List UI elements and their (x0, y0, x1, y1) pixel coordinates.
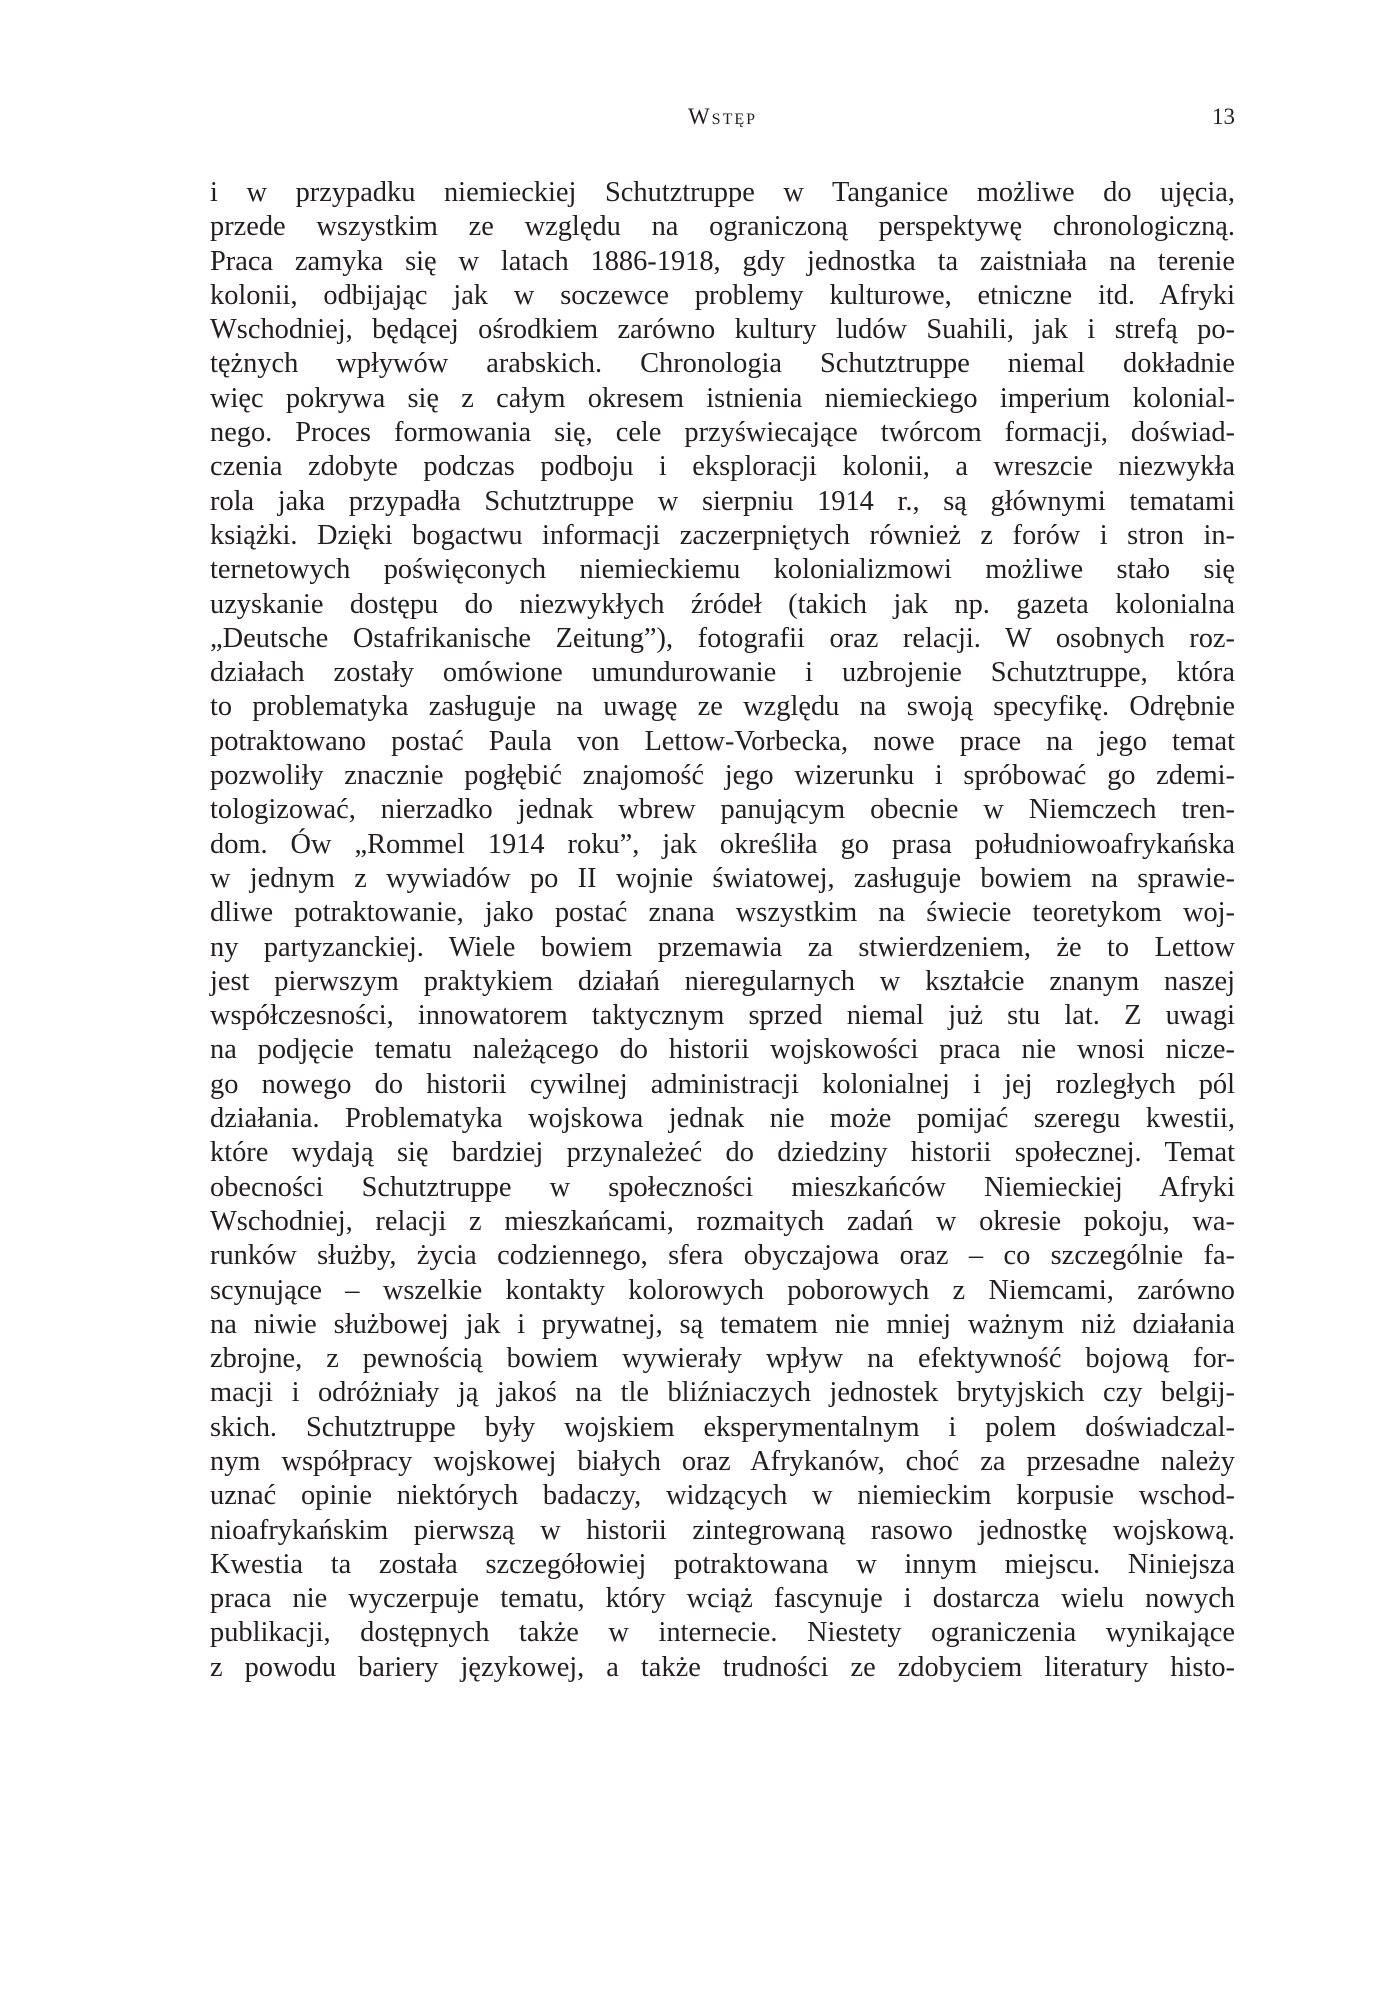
page-number: 13 (1212, 104, 1235, 129)
text-line: tologizować, nierzadko jednak wbrew panującym obecnie w Niemczech tren- (210, 794, 1235, 826)
text-line: nym współpracy wojskowej białych oraz Afrykanów, choć za przesadne należy (210, 1445, 1235, 1477)
text-line: przede wszystkim ze względu na ograniczoną perspektywę chronologiczną. (210, 211, 1235, 243)
text-line: potraktowano postać Paula von Lettow-Vorbecka, nowe prace na jego temat (210, 725, 1235, 757)
text-line: runków służby, życia codziennego, sfera obyczajowa oraz – co szczególnie fa- (210, 1240, 1235, 1272)
running-header (210, 104, 1235, 144)
text-line: z powodu bariery językowej, a także trudności ze zdobyciem literatury histo- (210, 1651, 1235, 1683)
text-line: na podjęcie tematu należącego do historii wojskowości praca nie wnosi nicze- (210, 1034, 1235, 1066)
text-line: rola jaka przypadła Schutztruppe w sierpniu 1914 r., są głównymi tematami (210, 485, 1235, 517)
text-line: Wschodniej, relacji z mieszkańcami, rozmaitych zadań w okresie pokoju, wa- (210, 1205, 1235, 1237)
text-line: go nowego do historii cywilnej administracji kolonialnej i jej rozległych pól (210, 1068, 1235, 1100)
text-line: książki. Dzięki bogactwu informacji zaczerpniętych również z forów i stron in- (210, 519, 1235, 551)
text-line: działania. Problematyka wojskowa jednak nie może pomijać szeregu kwestii, (210, 1103, 1235, 1135)
text-line: nioafrykańskim pierwszą w historii zintegrowaną rasowo jednostkę wojskową. (210, 1514, 1235, 1546)
text-line: zbrojne, z pewnością bowiem wywierały wpływ na efektywność bojową for- (210, 1343, 1235, 1375)
text-line: Wschodniej, będącej ośrodkiem zarówno kultury ludów Suahili, jak i strefą po- (210, 314, 1235, 346)
text-line: jest pierwszym praktykiem działań nieregularnych w kształcie znanym naszej (210, 965, 1235, 997)
text-line: i w przypadku niemieckiej Schutztruppe w Tanganice możliwe do ujęcia, (210, 177, 1235, 208)
text-line: skich. Schutztruppe były wojskiem eksperymentalnym i polem doświadczal- (210, 1411, 1235, 1443)
text-line: kolonii, odbijając jak w soczewce problemy kulturowe, etniczne itd. Afryki (210, 279, 1235, 311)
text-line: więc pokrywa się z całym okresem istnienia niemieckiego imperium kolonial- (210, 382, 1235, 414)
text-line: czenia zdobyte podczas podboju i eksploracji kolonii, a wreszcie niezwykła (210, 451, 1235, 483)
text-line: dliwe potraktowanie, jako postać znana wszystkim na świecie teoretykom woj- (210, 897, 1235, 929)
text-line: uzyskanie dostępu do niezwykłych źródeł (takich jak np. gazeta kolonialna (210, 588, 1235, 620)
text-line: współczesności, innowatorem taktycznym sprzed niemal już stu lat. Z uwagi (210, 1000, 1235, 1032)
chapter-title: Wstęp (687, 104, 758, 129)
text-line: uznać opinie niektórych badaczy, widzących w niemieckim korpusie wschod- (210, 1480, 1235, 1512)
text-line: Kwestia ta została szczegółowiej potraktowana w innym miejscu. Niniejsza (210, 1548, 1235, 1580)
text-line: w jednym z wywiadów po II wojnie światowej, zasługuje bowiem na sprawie- (210, 862, 1235, 894)
body-paragraph (210, 176, 1235, 1685)
text-line: macji i odróżniały ją jakoś na tle bliźniaczych jednostek brytyjskich czy belgij- (210, 1377, 1235, 1409)
text-line: nego. Proces formowania się, cele przyświecające twórcom formacji, doświad- (210, 417, 1235, 449)
text-line: ternetowych poświęconych niemieckiemu kolonializmowi możliwe stało się (210, 554, 1235, 586)
text-line: scynujące – wszelkie kontakty kolorowych poborowych z Niemcami, zarówno (210, 1274, 1235, 1306)
text-line: pozwoliły znacznie pogłębić znajomość jego wizerunku i spróbować go zdemi- (210, 760, 1235, 792)
text-line: „Deutsche Ostafrikanische Zeitung”), fotografii oraz relacji. W osobnych roz- (210, 622, 1235, 654)
text-line: ny partyzanckiej. Wiele bowiem przemawia za stwierdzeniem, że to Lettow (210, 931, 1235, 963)
text-line: to problematyka zasługuje na uwagę ze względu na swoją specyfikę. Odrębnie (210, 691, 1235, 723)
text-line: które wydają się bardziej przynależeć do dziedziny historii społecznej. Temat (210, 1137, 1235, 1169)
text-line: Praca zamyka się w latach 1886-1918, gdy jednostka ta zaistniała na terenie (210, 245, 1235, 277)
text-line: tężnych wpływów arabskich. Chronologia Schutztruppe niemal dokładnie (210, 348, 1235, 380)
text-line: praca nie wyczerpuje tematu, który wciąż fascynuje i dostarcza wielu nowych (210, 1583, 1235, 1615)
text-line: publikacji, dostępnych także w internecie. Niestety ograniczenia wynikające (210, 1617, 1235, 1649)
text-line: obecności Schutztruppe w społeczności mieszkańców Niemieckiej Afryki (210, 1171, 1235, 1203)
text-line: na niwie służbowej jak i prywatnej, są tematem nie mniej ważnym niż działania (210, 1308, 1235, 1340)
text-line: dom. Ów „Rommel 1914 roku”, jak określiła go prasa południowoafrykańska (210, 828, 1235, 860)
text-line: działach zostały omówione umundurowanie i uzbrojenie Schutztruppe, która (210, 657, 1235, 689)
